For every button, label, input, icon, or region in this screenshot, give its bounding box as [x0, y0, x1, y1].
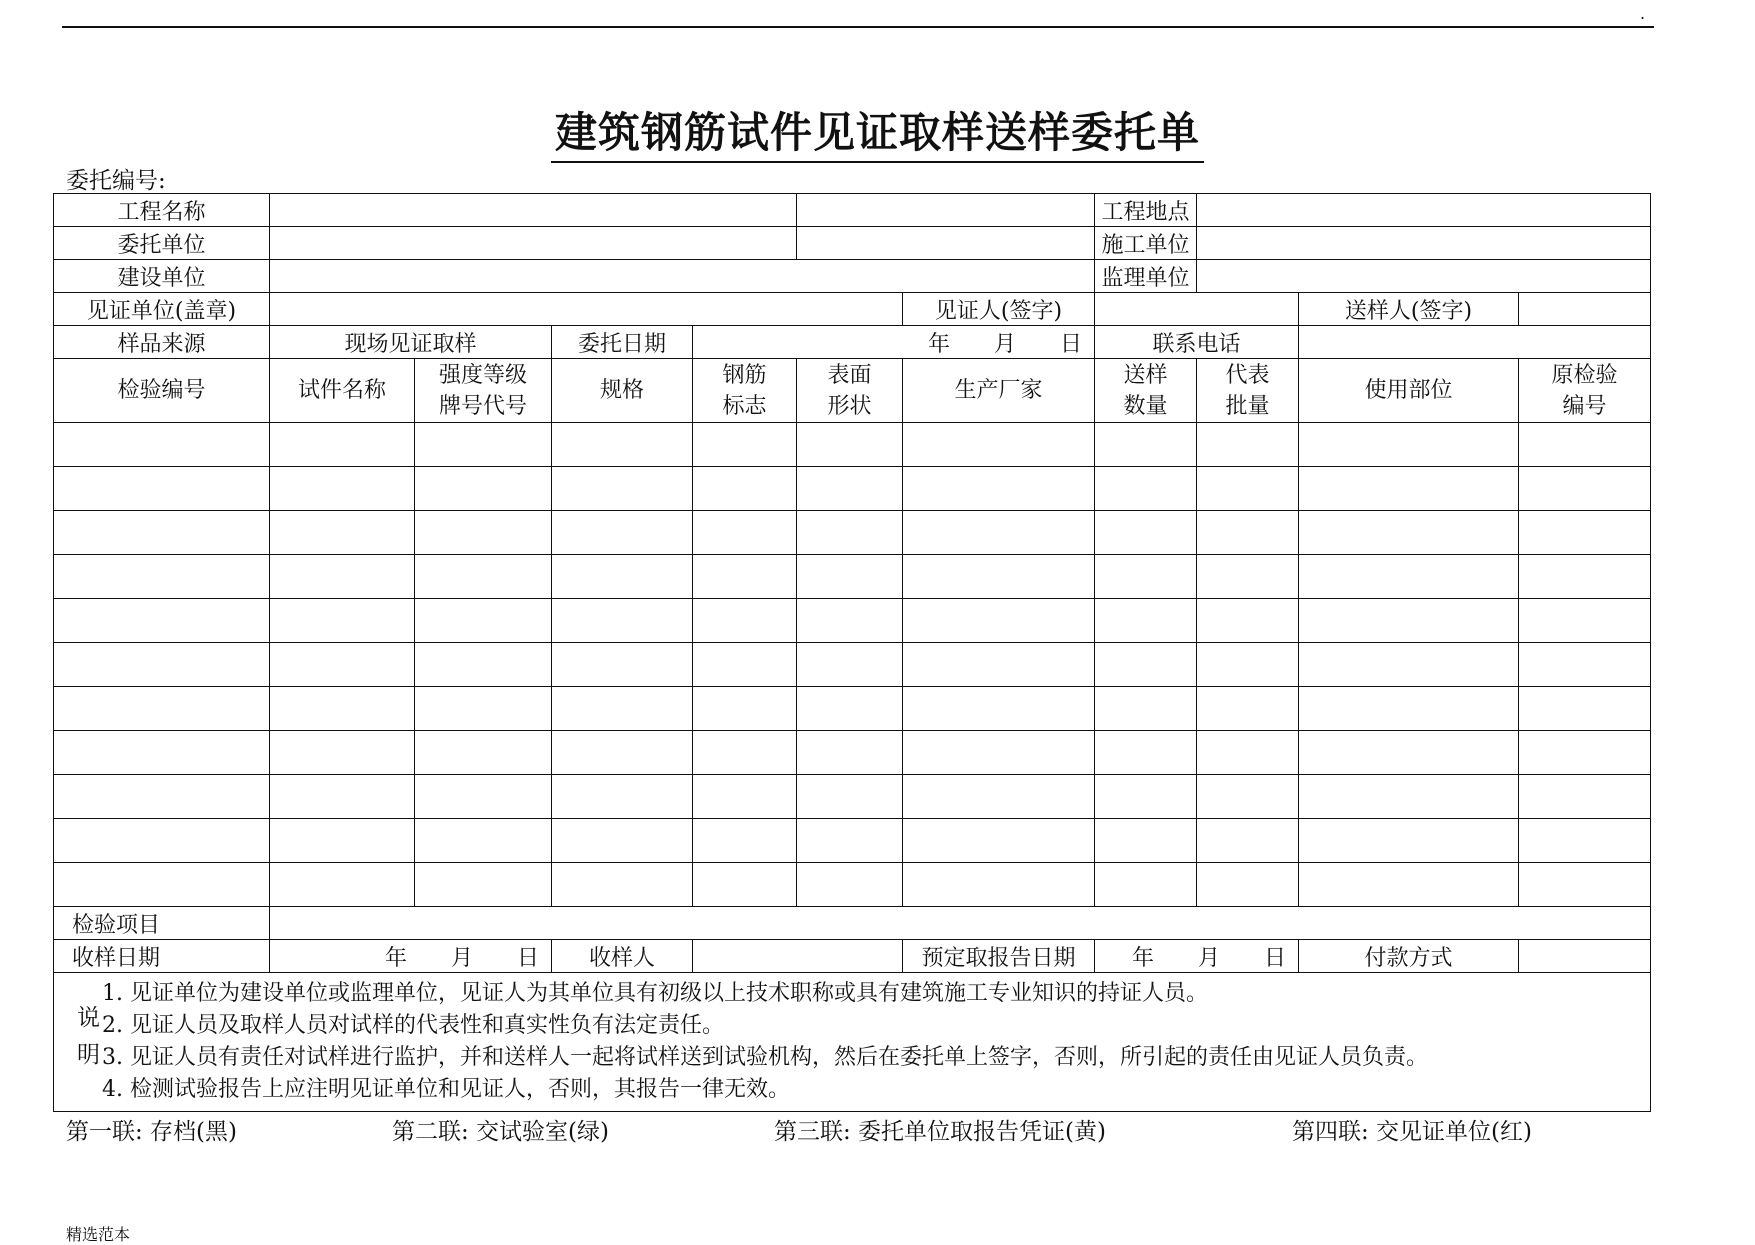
witness-person-label: 见证人(签字) [903, 293, 1095, 326]
specimen-cell[interactable] [552, 423, 693, 467]
builder-unit-field[interactable] [270, 260, 1095, 293]
supervision-unit-field[interactable] [1197, 260, 1651, 293]
specimen-cell[interactable] [797, 511, 903, 555]
copy-2: 第二联: 交试验室(绿) [392, 1119, 610, 1145]
report-date-day: 日 [1263, 945, 1286, 971]
specimen-cell[interactable] [54, 643, 270, 687]
specimen-cell[interactable] [415, 511, 552, 555]
specimen-cell[interactable] [552, 687, 693, 731]
project-name-label: 工程名称 [54, 194, 270, 227]
document-title [0, 100, 1755, 160]
specimen-cell[interactable] [903, 643, 1095, 687]
specimen-row [54, 863, 1651, 907]
specimen-cell[interactable] [797, 819, 903, 863]
specimen-cell[interactable] [54, 423, 270, 467]
builder-unit-label: 建设单位 [54, 260, 270, 293]
specimen-cell[interactable] [1519, 643, 1651, 687]
specimen-cell[interactable] [415, 423, 552, 467]
specimen-cell[interactable] [1519, 555, 1651, 599]
specimen-cell[interactable] [693, 819, 797, 863]
client-unit-field[interactable] [270, 227, 797, 260]
row-receive [54, 940, 1651, 973]
report-date-field[interactable] [1095, 940, 1299, 973]
specimen-cell[interactable] [1519, 863, 1651, 907]
specimen-row [54, 731, 1651, 775]
specimen-cell[interactable] [54, 511, 270, 555]
specimen-cell[interactable] [693, 555, 797, 599]
col-original-number-line1: 原检验 [1551, 362, 1618, 388]
sender-person-label: 送样人(签字) [1299, 293, 1519, 326]
specimen-cell[interactable] [693, 511, 797, 555]
payment-label: 付款方式 [1299, 940, 1519, 973]
specimen-cell[interactable] [1519, 775, 1651, 819]
specimen-row [54, 819, 1651, 863]
col-sample-qty [1095, 359, 1197, 423]
specimen-cell[interactable] [1519, 467, 1651, 511]
specimen-cell[interactable] [693, 687, 797, 731]
entrust-date-day: 日 [1059, 331, 1082, 357]
specimen-cell[interactable] [1299, 643, 1519, 687]
construction-unit-field[interactable] [1197, 227, 1651, 260]
specimen-cell[interactable] [1197, 775, 1299, 819]
specimen-cell[interactable] [552, 775, 693, 819]
col-spec: 规格 [552, 359, 693, 423]
specimen-row [54, 643, 1651, 687]
receive-date-month: 月 [450, 945, 473, 971]
specimen-cell[interactable] [1095, 467, 1197, 511]
specimen-cell[interactable] [552, 467, 693, 511]
specimen-cell[interactable] [1299, 731, 1519, 775]
specimen-row [54, 599, 1651, 643]
project-name-field-b[interactable] [797, 194, 1095, 227]
receive-date-label: 收样日期 [54, 940, 270, 973]
specimen-cell[interactable] [1095, 423, 1197, 467]
specimen-cell[interactable] [797, 687, 903, 731]
specimen-cell[interactable] [54, 555, 270, 599]
specimen-cell[interactable] [552, 511, 693, 555]
specimen-cell[interactable] [797, 863, 903, 907]
specimen-cell[interactable] [797, 555, 903, 599]
specimen-cell[interactable] [1519, 687, 1651, 731]
specimen-cell[interactable] [270, 731, 415, 775]
specimen-cell[interactable] [415, 775, 552, 819]
specimen-cell[interactable] [1197, 731, 1299, 775]
entrust-date-field[interactable] [693, 326, 1095, 359]
specimen-cell[interactable] [903, 863, 1095, 907]
specimen-cell[interactable] [1197, 819, 1299, 863]
note-item-2: 2. 见证人员及取样人员对试样的代表性和真实性负有法定责任。 [102, 1013, 724, 1038]
entrust-date-month: 月 [993, 331, 1016, 357]
col-grade-line2: 牌号代号 [438, 393, 527, 419]
specimen-cell[interactable] [270, 511, 415, 555]
specimen-cell[interactable] [903, 775, 1095, 819]
specimen-cell[interactable] [1095, 731, 1197, 775]
col-rebar-mark-line2: 标志 [722, 393, 767, 419]
specimen-cell[interactable] [797, 467, 903, 511]
specimen-cell[interactable] [552, 643, 693, 687]
specimen-cell[interactable] [270, 819, 415, 863]
top-rule [62, 26, 1654, 28]
specimen-cell[interactable] [903, 511, 1095, 555]
receive-date-year: 年 [384, 945, 407, 971]
specimen-cell[interactable] [693, 643, 797, 687]
specimen-cell[interactable] [54, 819, 270, 863]
col-batch-line1: 代表 [1225, 362, 1270, 388]
specimen-cell[interactable] [1299, 555, 1519, 599]
col-surface-shape [797, 359, 903, 423]
specimen-cell[interactable] [1299, 819, 1519, 863]
col-batch [1197, 359, 1299, 423]
specimen-cell[interactable] [1519, 819, 1651, 863]
report-date-year: 年 [1131, 945, 1154, 971]
specimen-cell[interactable] [1299, 599, 1519, 643]
specimen-cell[interactable] [1519, 423, 1651, 467]
specimen-row [54, 467, 1651, 511]
specimen-cell[interactable] [270, 467, 415, 511]
specimen-cell[interactable] [54, 467, 270, 511]
specimen-cell[interactable] [270, 643, 415, 687]
entrust-date-year: 年 [927, 331, 950, 357]
col-batch-line2: 批量 [1225, 393, 1270, 419]
sample-source-label: 样品来源 [54, 326, 270, 359]
col-sample-qty-line1: 送样 [1123, 362, 1168, 388]
specimen-cell[interactable] [1519, 731, 1651, 775]
specimen-cell[interactable] [903, 555, 1095, 599]
col-original-number-line2: 编号 [1562, 393, 1607, 419]
specimen-cell[interactable] [1197, 863, 1299, 907]
row-sample-source [54, 326, 1651, 359]
specimen-cell[interactable] [1095, 775, 1197, 819]
client-unit-field-b[interactable] [797, 227, 1095, 260]
specimen-cell[interactable] [1519, 599, 1651, 643]
col-grade [415, 359, 552, 423]
specimen-row [54, 511, 1651, 555]
specimen-cell[interactable] [693, 775, 797, 819]
col-surface-shape-line2: 形状 [827, 393, 872, 419]
commission-form-table [53, 193, 1651, 1112]
specimen-cell[interactable] [415, 643, 552, 687]
sample-source-value: 现场见证取样 [270, 326, 552, 359]
specimen-row [54, 775, 1651, 819]
specimen-cell[interactable] [693, 467, 797, 511]
specimen-cell[interactable] [1095, 511, 1197, 555]
contact-phone-label: 联系电话 [1095, 326, 1299, 359]
commission-number-label: 委托编号: [66, 168, 166, 194]
top-mark: . [1640, 4, 1646, 23]
specimen-cell[interactable] [1095, 555, 1197, 599]
col-sample-qty-line2: 数量 [1123, 393, 1168, 419]
specimen-cell[interactable] [1299, 511, 1519, 555]
notes-label: 说明 [73, 1005, 99, 1079]
specimen-cell[interactable] [552, 599, 693, 643]
row-project [54, 194, 1651, 227]
row-witness [54, 293, 1651, 326]
specimen-cell[interactable] [270, 555, 415, 599]
col-rebar-mark [693, 359, 797, 423]
specimen-cell[interactable] [693, 731, 797, 775]
receiver-field[interactable] [693, 940, 903, 973]
specimen-cell[interactable] [797, 599, 903, 643]
supervision-unit-label: 监理单位 [1095, 260, 1197, 293]
col-test-number: 检验编号 [54, 359, 270, 423]
specimen-cell[interactable] [1197, 599, 1299, 643]
specimen-cell[interactable] [1299, 775, 1519, 819]
witness-unit-label: 见证单位(盖章) [54, 293, 270, 326]
specimen-cell[interactable] [1095, 819, 1197, 863]
footer-note: 精选范本 [66, 1225, 131, 1244]
specimen-cell[interactable] [693, 599, 797, 643]
specimen-cell[interactable] [270, 599, 415, 643]
specimen-cell[interactable] [552, 863, 693, 907]
specimen-cell[interactable] [797, 423, 903, 467]
specimen-cell[interactable] [415, 863, 552, 907]
specimen-cell[interactable] [54, 599, 270, 643]
col-manufacturer: 生产厂家 [903, 359, 1095, 423]
specimen-row [54, 423, 1651, 467]
specimen-cell[interactable] [54, 731, 270, 775]
specimen-cell[interactable] [797, 643, 903, 687]
specimen-cell[interactable] [552, 731, 693, 775]
specimen-cell[interactable] [903, 819, 1095, 863]
specimen-cell[interactable] [797, 775, 903, 819]
specimen-cell[interactable] [693, 863, 797, 907]
col-specimen-name: 试件名称 [270, 359, 415, 423]
report-date-month: 月 [1197, 945, 1220, 971]
specimen-cell[interactable] [693, 423, 797, 467]
specimen-cell[interactable] [1299, 863, 1519, 907]
specimen-cell[interactable] [903, 599, 1095, 643]
receiver-label: 收样人 [552, 940, 693, 973]
client-unit-label: 委托单位 [54, 227, 270, 260]
specimen-cell[interactable] [1519, 511, 1651, 555]
project-location-label: 工程地点 [1095, 194, 1197, 227]
specimen-cell[interactable] [415, 687, 552, 731]
specimen-cell[interactable] [270, 775, 415, 819]
project-name-field[interactable] [270, 194, 797, 227]
witness-unit-field[interactable] [270, 293, 903, 326]
test-items-label: 检验项目 [54, 907, 270, 940]
note-item-4: 4. 检测试验报告上应注明见证单位和见证人，否则，其报告一律无效。 [102, 1077, 790, 1102]
project-location-field[interactable] [1197, 194, 1651, 227]
specimen-cell[interactable] [1095, 863, 1197, 907]
specimen-row [54, 687, 1651, 731]
note-item-3: 3. 见证人员有责任对试样进行监护，并和送样人一起将试样送到试验机构，然后在委托单上签字，否则，所引起的责任由见证人员负责。 [102, 1045, 1428, 1070]
col-original-number [1519, 359, 1651, 423]
specimen-cell[interactable] [1095, 599, 1197, 643]
specimen-cell[interactable] [903, 467, 1095, 511]
specimen-cell[interactable] [270, 423, 415, 467]
row-builder [54, 260, 1651, 293]
specimen-cell[interactable] [1095, 687, 1197, 731]
specimen-cell[interactable] [415, 555, 552, 599]
entrust-date-label: 委托日期 [552, 326, 693, 359]
report-date-label: 预定取报告日期 [903, 940, 1095, 973]
specimen-cell[interactable] [415, 731, 552, 775]
specimen-cell[interactable] [54, 687, 270, 731]
note-item-1: 1. 见证单位为建设单位或监理单位，见证人为其单位具有初级以上技术职称或具有建筑施工专业知识的持证人员。 [102, 981, 1208, 1006]
specimen-cell[interactable] [1299, 687, 1519, 731]
specimen-cell[interactable] [903, 687, 1095, 731]
construction-unit-label: 施工单位 [1095, 227, 1197, 260]
specimen-cell[interactable] [797, 731, 903, 775]
payment-field[interactable] [1519, 940, 1651, 973]
col-usage-location: 使用部位 [1299, 359, 1519, 423]
title-text: 建筑钢筋试件见证取样送样委托单 [551, 108, 1204, 163]
specimen-cell[interactable] [1299, 467, 1519, 511]
specimen-cell[interactable] [1197, 511, 1299, 555]
specimen-cell[interactable] [552, 555, 693, 599]
copy-1: 第一联: 存档(黑) [66, 1119, 238, 1145]
specimen-cell[interactable] [415, 467, 552, 511]
receive-date-day: 日 [516, 945, 539, 971]
row-client [54, 227, 1651, 260]
specimen-cell[interactable] [415, 599, 552, 643]
col-rebar-mark-line1: 钢筋 [722, 362, 767, 388]
specimen-cell[interactable] [270, 863, 415, 907]
witness-person-field[interactable] [1095, 293, 1299, 326]
copy-4: 第四联: 交见证单位(红) [1292, 1119, 1533, 1145]
specimen-cell[interactable] [54, 775, 270, 819]
specimen-cell[interactable] [1197, 423, 1299, 467]
contact-phone-field[interactable] [1299, 326, 1651, 359]
copy-3: 第三联: 委托单位取报告凭证(黄) [774, 1119, 1107, 1145]
specimen-cell[interactable] [552, 819, 693, 863]
specimen-cell[interactable] [270, 687, 415, 731]
col-grade-line1: 强度等级 [438, 362, 527, 388]
col-surface-shape-line1: 表面 [827, 362, 872, 388]
specimen-cell[interactable] [1197, 687, 1299, 731]
specimen-cell[interactable] [54, 863, 270, 907]
column-header-row [54, 359, 1651, 423]
sender-person-field[interactable] [1519, 293, 1651, 326]
row-notes [54, 973, 1651, 1112]
specimen-cell[interactable] [903, 423, 1095, 467]
specimen-cell[interactable] [1095, 643, 1197, 687]
specimen-cell[interactable] [1299, 423, 1519, 467]
specimen-rows [54, 423, 1651, 907]
specimen-row [54, 555, 1651, 599]
specimen-cell[interactable] [903, 731, 1095, 775]
specimen-cell[interactable] [1197, 467, 1299, 511]
test-items-field[interactable] [270, 907, 1651, 940]
row-test-items [54, 907, 1651, 940]
specimen-cell[interactable] [1197, 643, 1299, 687]
notes-cell [54, 973, 1651, 1112]
receive-date-field[interactable] [270, 940, 552, 973]
specimen-cell[interactable] [1197, 555, 1299, 599]
specimen-cell[interactable] [415, 819, 552, 863]
